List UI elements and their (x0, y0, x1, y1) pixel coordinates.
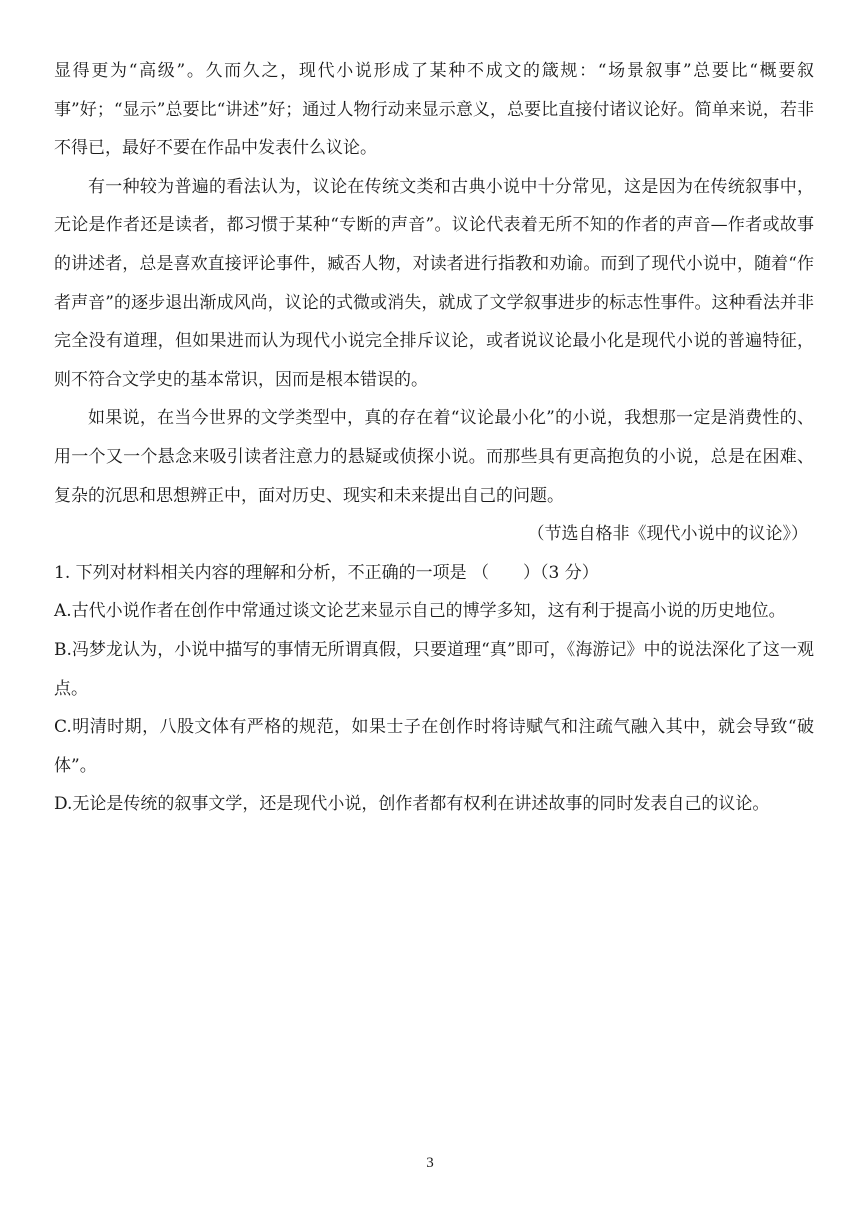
page-content (54, 52, 814, 824)
page-number: 3 (426, 1155, 434, 1171)
source-citation: （节选自格非《现代小说中的议论》） (527, 524, 808, 545)
option-a: A.古代小说作者在创作中常通过谈文论艺来显示自己的博学多知，这有利于提高小说的历史地位。 (54, 601, 786, 622)
paragraph-3: 如果说，在当今世界的文学类型中，真的存在着“议论最小化”的小说，我想那一定是消费性的、用一个又一个悬念来吸引读者注意力的悬疑或侦探小说。而那些具有更高抱负的小说，总是在困难、复杂的沉思和思想辨正中，面对历史、现实和未来提出自己的问题。 (54, 408, 814, 506)
option-c: C.明清时期，八股文体有严格的规范，如果士子在创作时将诗赋气和注疏气融入其中，就会导致“破体”。 (54, 717, 814, 776)
question-stem: 1. 下列对材料相关内容的理解和分析，不正确的一项是 （ ）（3 分） (54, 562, 599, 583)
option-d: D.无论是传统的叙事文学，还是现代小说，创作者都有权利在讲述故事的同时发表自己的议论。 (54, 794, 770, 815)
paragraph-2: 有一种较为普遍的看法认为，议论在传统文类和古典小说中十分常见，这是因为在传统叙事中，无论是作者还是读者，都习惯于某种“专断的声音”。议论代表着无所不知的作者的声音—作者或故事的讲述者，总是喜欢直接评论事件，臧否人物，对读者进行指教和劝谕。而到了现代小说中，随着“作者声音”的逐步退出渐成风尚，议论的式微或消失，就成了文学叙事进步的标志性事件。这种看法并非完全没有道理，但如果进而认为现代小说完全排斥议论，或者说议论最小化是现代小说的普遍特征，则不符合文学史的基本常识，因而是根本错误的。 (54, 176, 814, 390)
paragraph-continued: 显得更为“高级”。久而久之，现代小说形成了某种不成文的箴规：“场景叙事”总要比“概要叙事”好；“显示”总要比“讲述”好；通过人物行动来显示意义，总要比直接付诸议论好。简单来说，若非不得已，最好不要在作品中发表什么议论。 (54, 61, 814, 159)
option-b: B.冯梦龙认为，小说中描写的事情无所谓真假，只要道理“真”即可，《海游记》中的说法深化了这一观点。 (54, 639, 814, 699)
